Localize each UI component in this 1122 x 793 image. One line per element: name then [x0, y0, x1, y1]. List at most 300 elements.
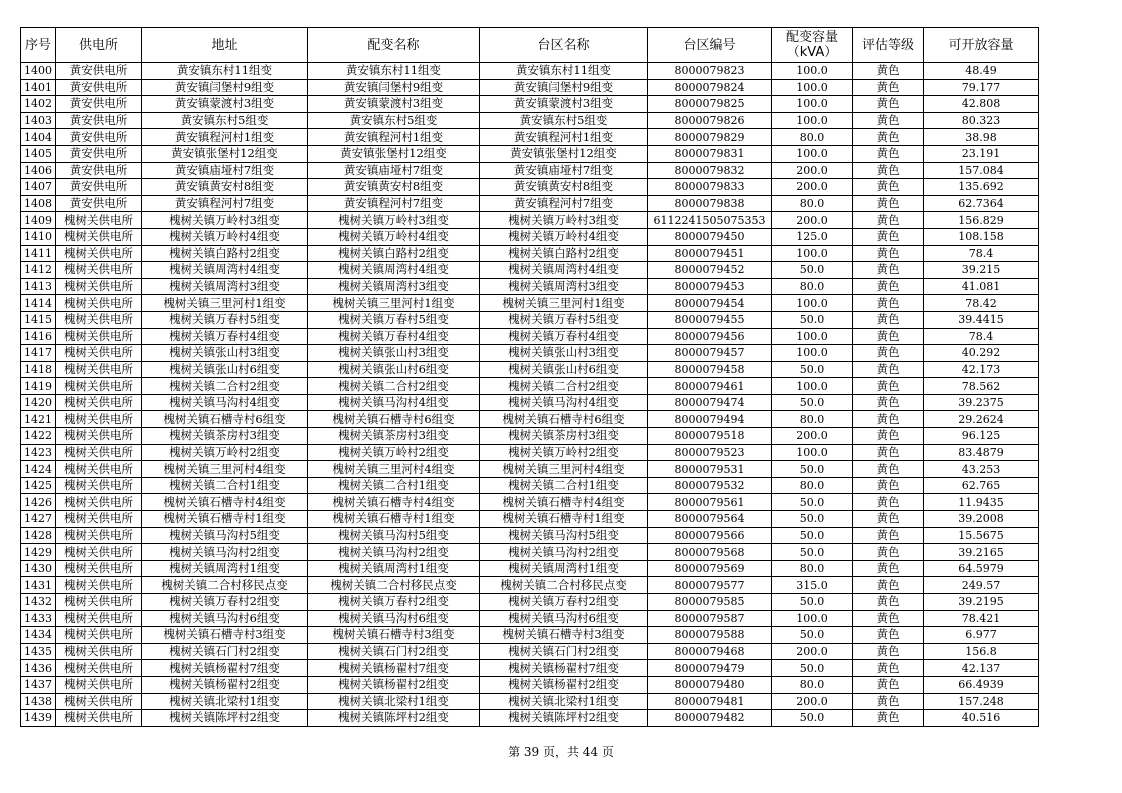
table-row [21, 278, 1039, 295]
cell-grade: 黄色 [853, 676, 924, 693]
table-row [21, 610, 1039, 627]
table-row [21, 577, 1039, 594]
cell-area-name: 槐树关镇马沟村6组变 [480, 610, 648, 627]
header-area-name: 台区名称 [480, 28, 648, 63]
cell-capacity: 100.0 [772, 345, 853, 362]
cell-area-name: 黄安镇程河村7组变 [480, 195, 648, 212]
cell-station: 槐树关供电所 [56, 378, 142, 395]
cell-area-code: 8000079587 [648, 610, 772, 627]
cell-address: 槐树关镇万春村4组变 [142, 328, 308, 345]
cell-capacity: 50.0 [772, 511, 853, 528]
cell-capacity: 200.0 [772, 212, 853, 229]
cell-station: 槐树关供电所 [56, 527, 142, 544]
cell-grade: 黄色 [853, 577, 924, 594]
cell-area-name: 槐树关镇杨翟村2组变 [480, 676, 648, 693]
cell-seq: 1404 [21, 129, 56, 146]
cell-station: 槐树关供电所 [56, 311, 142, 328]
table-row [21, 195, 1039, 212]
cell-address: 槐树关镇张山村3组变 [142, 345, 308, 362]
cell-capacity: 200.0 [772, 643, 853, 660]
cell-capacity: 100.0 [772, 145, 853, 162]
cell-seq: 1437 [21, 676, 56, 693]
cell-grade: 黄色 [853, 228, 924, 245]
cell-grade: 黄色 [853, 660, 924, 677]
cell-station: 槐树关供电所 [56, 444, 142, 461]
cell-seq: 1436 [21, 660, 56, 677]
cell-seq: 1403 [21, 112, 56, 129]
cell-address: 槐树关镇万春村5组变 [142, 311, 308, 328]
cell-capacity: 100.0 [772, 79, 853, 96]
cell-capacity: 50.0 [772, 461, 853, 478]
cell-grade: 黄色 [853, 195, 924, 212]
cell-capacity: 50.0 [772, 527, 853, 544]
cell-transformer: 槐树关镇三里河村1组变 [308, 295, 480, 312]
cell-capacity: 200.0 [772, 693, 853, 710]
cell-seq: 1423 [21, 444, 56, 461]
cell-station: 槐树关供电所 [56, 494, 142, 511]
cell-address: 槐树关镇万春村2组变 [142, 594, 308, 611]
cell-grade: 黄色 [853, 162, 924, 179]
cell-address: 槐树关镇二合村1组变 [142, 477, 308, 494]
cell-grade: 黄色 [853, 394, 924, 411]
cell-grade: 黄色 [853, 444, 924, 461]
cell-open-capacity: 64.5979 [924, 560, 1039, 577]
cell-open-capacity: 40.292 [924, 345, 1039, 362]
cell-seq: 1413 [21, 278, 56, 295]
table-row [21, 262, 1039, 279]
table-row [21, 328, 1039, 345]
cell-address: 黄安镇张堡村12组变 [142, 145, 308, 162]
cell-open-capacity: 78.421 [924, 610, 1039, 627]
cell-transformer: 槐树关镇马沟村4组变 [308, 394, 480, 411]
cell-capacity: 80.0 [772, 477, 853, 494]
cell-area-code: 8000079531 [648, 461, 772, 478]
cell-open-capacity: 157.084 [924, 162, 1039, 179]
cell-seq: 1409 [21, 212, 56, 229]
cell-area-code: 8000079564 [648, 511, 772, 528]
cell-open-capacity: 39.4415 [924, 311, 1039, 328]
cell-seq: 1411 [21, 245, 56, 262]
cell-area-code: 8000079838 [648, 195, 772, 212]
cell-seq: 1418 [21, 361, 56, 378]
cell-station: 槐树关供电所 [56, 610, 142, 627]
cell-area-code: 8000079532 [648, 477, 772, 494]
cell-seq: 1412 [21, 262, 56, 279]
table-row [21, 444, 1039, 461]
cell-capacity: 50.0 [772, 594, 853, 611]
cell-area-name: 槐树关镇石槽寺村3组变 [480, 627, 648, 644]
cell-grade: 黄色 [853, 610, 924, 627]
cell-area-code: 8000079451 [648, 245, 772, 262]
cell-transformer: 槐树关镇马沟村5组变 [308, 527, 480, 544]
cell-address: 槐树关镇茶房村3组变 [142, 428, 308, 445]
cell-area-code: 8000079825 [648, 96, 772, 113]
cell-open-capacity: 156.829 [924, 212, 1039, 229]
cell-capacity: 50.0 [772, 710, 853, 727]
cell-grade: 黄色 [853, 145, 924, 162]
cell-capacity: 100.0 [772, 444, 853, 461]
cell-open-capacity: 39.2008 [924, 511, 1039, 528]
cell-open-capacity: 249.57 [924, 577, 1039, 594]
cell-seq: 1438 [21, 693, 56, 710]
cell-area-code: 6112241505075353 [648, 212, 772, 229]
cell-open-capacity: 108.158 [924, 228, 1039, 245]
cell-area-name: 槐树关镇周湾村1组变 [480, 560, 648, 577]
cell-area-code: 8000079568 [648, 544, 772, 561]
cell-address: 黄安镇东村11组变 [142, 63, 308, 80]
cell-grade: 黄色 [853, 594, 924, 611]
cell-seq: 1425 [21, 477, 56, 494]
cell-capacity: 80.0 [772, 411, 853, 428]
cell-open-capacity: 40.516 [924, 710, 1039, 727]
cell-open-capacity: 78.562 [924, 378, 1039, 395]
cell-capacity: 100.0 [772, 295, 853, 312]
cell-address: 槐树关镇石槽寺村1组变 [142, 511, 308, 528]
cell-area-code: 8000079832 [648, 162, 772, 179]
cell-station: 槐树关供电所 [56, 577, 142, 594]
cell-seq: 1433 [21, 610, 56, 627]
table-row [21, 63, 1039, 80]
cell-area-code: 8000079824 [648, 79, 772, 96]
cell-area-name: 黄安镇东村11组变 [480, 63, 648, 80]
table-row [21, 145, 1039, 162]
cell-area-name: 槐树关镇张山村6组变 [480, 361, 648, 378]
cell-address: 黄安镇庙垭村7组变 [142, 162, 308, 179]
cell-grade: 黄色 [853, 494, 924, 511]
cell-station: 槐树关供电所 [56, 345, 142, 362]
cell-capacity: 50.0 [772, 361, 853, 378]
cell-transformer: 槐树关镇万春村2组变 [308, 594, 480, 611]
cell-grade: 黄色 [853, 378, 924, 395]
cell-address: 槐树关镇马沟村2组变 [142, 544, 308, 561]
cell-area-code: 8000079450 [648, 228, 772, 245]
cell-grade: 黄色 [853, 461, 924, 478]
cell-transformer: 槐树关镇石门村2组变 [308, 643, 480, 660]
cell-area-code: 8000079518 [648, 428, 772, 445]
cell-open-capacity: 41.081 [924, 278, 1039, 295]
cell-seq: 1421 [21, 411, 56, 428]
table-row [21, 477, 1039, 494]
cell-open-capacity: 39.2195 [924, 594, 1039, 611]
header-capacity-line1: 配变容量 [785, 30, 838, 45]
cell-station: 槐树关供电所 [56, 676, 142, 693]
cell-open-capacity: 79.177 [924, 79, 1039, 96]
cell-capacity: 100.0 [772, 378, 853, 395]
cell-capacity: 125.0 [772, 228, 853, 245]
cell-seq: 1406 [21, 162, 56, 179]
cell-transformer: 槐树关镇石槽寺村1组变 [308, 511, 480, 528]
cell-transformer: 槐树关镇二合村1组变 [308, 477, 480, 494]
table-row [21, 494, 1039, 511]
cell-grade: 黄色 [853, 643, 924, 660]
cell-address: 槐树关镇石槽寺村4组变 [142, 494, 308, 511]
table-row [21, 394, 1039, 411]
cell-capacity: 100.0 [772, 328, 853, 345]
table-row [21, 295, 1039, 312]
cell-seq: 1432 [21, 594, 56, 611]
cell-area-name: 黄安镇东村5组变 [480, 112, 648, 129]
cell-area-name: 槐树关镇马沟村2组变 [480, 544, 648, 561]
cell-station: 槐树关供电所 [56, 627, 142, 644]
cell-transformer: 槐树关镇白路村2组变 [308, 245, 480, 262]
cell-address: 槐树关镇周湾村4组变 [142, 262, 308, 279]
cell-transformer: 槐树关镇万岭村4组变 [308, 228, 480, 245]
table-row [21, 245, 1039, 262]
cell-area-name: 槐树关镇周湾村4组变 [480, 262, 648, 279]
cell-seq: 1415 [21, 311, 56, 328]
cell-area-name: 槐树关镇马沟村4组变 [480, 394, 648, 411]
cell-open-capacity: 135.692 [924, 179, 1039, 196]
table-row [21, 212, 1039, 229]
cell-open-capacity: 78.4 [924, 245, 1039, 262]
table-header [21, 28, 1039, 63]
cell-address: 槐树关镇二合村移民点变 [142, 577, 308, 594]
cell-open-capacity: 39.215 [924, 262, 1039, 279]
cell-area-name: 黄安镇蒙渡村3组变 [480, 96, 648, 113]
cell-station: 槐树关供电所 [56, 228, 142, 245]
cell-transformer: 黄安镇东村5组变 [308, 112, 480, 129]
table-row [21, 527, 1039, 544]
cell-transformer: 槐树关镇周湾村1组变 [308, 560, 480, 577]
table-row [21, 544, 1039, 561]
cell-address: 黄安镇黄安村8组变 [142, 179, 308, 196]
cell-seq: 1426 [21, 494, 56, 511]
cell-area-name: 槐树关镇二合村1组变 [480, 477, 648, 494]
cell-transformer: 黄安镇程河村1组变 [308, 129, 480, 146]
cell-station: 槐树关供电所 [56, 411, 142, 428]
cell-seq: 1427 [21, 511, 56, 528]
cell-transformer: 槐树关镇马沟村2组变 [308, 544, 480, 561]
cell-address: 槐树关镇石槽寺村3组变 [142, 627, 308, 644]
cell-transformer: 槐树关镇石槽寺村3组变 [308, 627, 480, 644]
cell-address: 槐树关镇马沟村4组变 [142, 394, 308, 411]
cell-area-code: 8000079456 [648, 328, 772, 345]
cell-grade: 黄色 [853, 710, 924, 727]
cell-open-capacity: 62.7364 [924, 195, 1039, 212]
cell-capacity: 100.0 [772, 112, 853, 129]
page-footer: 第 39 页，共 44 页 [508, 745, 614, 759]
cell-capacity: 80.0 [772, 560, 853, 577]
cell-capacity: 200.0 [772, 428, 853, 445]
cell-transformer: 槐树关镇马沟村6组变 [308, 610, 480, 627]
table-row [21, 560, 1039, 577]
cell-transformer: 槐树关镇周湾村3组变 [308, 278, 480, 295]
table-row [21, 627, 1039, 644]
header-transformer: 配变名称 [308, 28, 480, 63]
cell-area-code: 8000079823 [648, 63, 772, 80]
cell-grade: 黄色 [853, 627, 924, 644]
cell-station: 黄安供电所 [56, 63, 142, 80]
cell-station: 槐树关供电所 [56, 461, 142, 478]
cell-area-code: 8000079457 [648, 345, 772, 362]
cell-address: 槐树关镇三里河村1组变 [142, 295, 308, 312]
cell-station: 槐树关供电所 [56, 511, 142, 528]
cell-capacity: 80.0 [772, 278, 853, 295]
cell-grade: 黄色 [853, 96, 924, 113]
cell-area-code: 8000079585 [648, 594, 772, 611]
table-row [21, 693, 1039, 710]
table-body [21, 63, 1039, 727]
cell-capacity: 100.0 [772, 63, 853, 80]
cell-area-name: 槐树关镇马沟村5组变 [480, 527, 648, 544]
header-grade: 评估等级 [853, 28, 924, 63]
cell-area-code: 8000079480 [648, 676, 772, 693]
cell-capacity: 50.0 [772, 544, 853, 561]
cell-area-name: 槐树关镇石槽寺村4组变 [480, 494, 648, 511]
cell-open-capacity: 78.42 [924, 295, 1039, 312]
cell-address: 槐树关镇三里河村4组变 [142, 461, 308, 478]
cell-open-capacity: 156.8 [924, 643, 1039, 660]
cell-seq: 1410 [21, 228, 56, 245]
cell-address: 槐树关镇周湾村1组变 [142, 560, 308, 577]
cell-address: 黄安镇程河村1组变 [142, 129, 308, 146]
cell-area-code: 8000079452 [648, 262, 772, 279]
cell-area-name: 槐树关镇北梁村1组变 [480, 693, 648, 710]
cell-address: 黄安镇闫堡村9组变 [142, 79, 308, 96]
cell-area-code: 8000079481 [648, 693, 772, 710]
cell-transformer: 槐树关镇张山村3组变 [308, 345, 480, 362]
cell-transformer: 槐树关镇张山村6组变 [308, 361, 480, 378]
cell-area-name: 槐树关镇万岭村4组变 [480, 228, 648, 245]
cell-capacity: 50.0 [772, 627, 853, 644]
cell-grade: 黄色 [853, 361, 924, 378]
cell-capacity: 50.0 [772, 262, 853, 279]
cell-area-name: 黄安镇闫堡村9组变 [480, 79, 648, 96]
cell-station: 黄安供电所 [56, 96, 142, 113]
cell-area-name: 槐树关镇二合村2组变 [480, 378, 648, 395]
cell-transformer: 黄安镇闫堡村9组变 [308, 79, 480, 96]
cell-open-capacity: 80.323 [924, 112, 1039, 129]
cell-seq: 1439 [21, 710, 56, 727]
cell-address: 槐树关镇陈坪村2组变 [142, 710, 308, 727]
table-row [21, 411, 1039, 428]
cell-area-code: 8000079569 [648, 560, 772, 577]
cell-capacity: 50.0 [772, 311, 853, 328]
cell-transformer: 槐树关镇三里河村4组变 [308, 461, 480, 478]
table-row [21, 129, 1039, 146]
cell-area-name: 槐树关镇白路村2组变 [480, 245, 648, 262]
cell-seq: 1428 [21, 527, 56, 544]
cell-transformer: 黄安镇程河村7组变 [308, 195, 480, 212]
cell-address: 槐树关镇万岭村2组变 [142, 444, 308, 461]
cell-seq: 1400 [21, 63, 56, 80]
cell-area-code: 8000079588 [648, 627, 772, 644]
cell-seq: 1422 [21, 428, 56, 445]
cell-area-code: 8000079468 [648, 643, 772, 660]
cell-open-capacity: 23.191 [924, 145, 1039, 162]
cell-seq: 1405 [21, 145, 56, 162]
cell-seq: 1424 [21, 461, 56, 478]
cell-station: 槐树关供电所 [56, 212, 142, 229]
cell-open-capacity: 42.137 [924, 660, 1039, 677]
cell-open-capacity: 15.5675 [924, 527, 1039, 544]
cell-area-code: 8000079453 [648, 278, 772, 295]
cell-transformer: 槐树关镇二合村2组变 [308, 378, 480, 395]
cell-transformer: 黄安镇东村11组变 [308, 63, 480, 80]
cell-capacity: 100.0 [772, 610, 853, 627]
cell-seq: 1407 [21, 179, 56, 196]
cell-station: 槐树关供电所 [56, 560, 142, 577]
cell-area-name: 槐树关镇杨翟村7组变 [480, 660, 648, 677]
cell-seq: 1430 [21, 560, 56, 577]
cell-area-code: 8000079458 [648, 361, 772, 378]
cell-seq: 1402 [21, 96, 56, 113]
cell-area-name: 槐树关镇周湾村3组变 [480, 278, 648, 295]
cell-transformer: 槐树关镇万春村4组变 [308, 328, 480, 345]
cell-grade: 黄色 [853, 262, 924, 279]
cell-address: 槐树关镇马沟村6组变 [142, 610, 308, 627]
header-open-capacity: 可开放容量 [924, 28, 1039, 63]
cell-area-code: 8000079479 [648, 660, 772, 677]
cell-open-capacity: 43.253 [924, 461, 1039, 478]
cell-grade: 黄色 [853, 179, 924, 196]
cell-area-name: 黄安镇庙垭村7组变 [480, 162, 648, 179]
cell-area-name: 槐树关镇张山村3组变 [480, 345, 648, 362]
cell-area-name: 槐树关镇万岭村3组变 [480, 212, 648, 229]
cell-grade: 黄色 [853, 411, 924, 428]
cell-station: 黄安供电所 [56, 179, 142, 196]
cell-area-code: 8000079494 [648, 411, 772, 428]
table-row [21, 378, 1039, 395]
cell-address: 槐树关镇杨翟村7组变 [142, 660, 308, 677]
cell-capacity: 50.0 [772, 494, 853, 511]
cell-seq: 1434 [21, 627, 56, 644]
cell-transformer: 黄安镇张堡村12组变 [308, 145, 480, 162]
table-row [21, 311, 1039, 328]
cell-open-capacity: 38.98 [924, 129, 1039, 146]
cell-open-capacity: 96.125 [924, 428, 1039, 445]
table-row [21, 676, 1039, 693]
cell-address: 槐树关镇北梁村1组变 [142, 693, 308, 710]
cell-open-capacity: 62.765 [924, 477, 1039, 494]
table-row [21, 428, 1039, 445]
cell-transformer: 槐树关镇石槽寺村4组变 [308, 494, 480, 511]
cell-open-capacity: 42.173 [924, 361, 1039, 378]
table-row [21, 511, 1039, 528]
cell-station: 槐树关供电所 [56, 361, 142, 378]
cell-open-capacity: 39.2375 [924, 394, 1039, 411]
cell-seq: 1419 [21, 378, 56, 395]
cell-station: 槐树关供电所 [56, 428, 142, 445]
cell-grade: 黄色 [853, 295, 924, 312]
table-row [21, 461, 1039, 478]
cell-transformer: 槐树关镇北梁村1组变 [308, 693, 480, 710]
table-row [21, 710, 1039, 727]
cell-capacity: 200.0 [772, 179, 853, 196]
cell-seq: 1435 [21, 643, 56, 660]
cell-open-capacity: 83.4879 [924, 444, 1039, 461]
cell-area-name: 槐树关镇茶房村3组变 [480, 428, 648, 445]
cell-station: 槐树关供电所 [56, 245, 142, 262]
table-row [21, 594, 1039, 611]
cell-transformer: 槐树关镇万春村5组变 [308, 311, 480, 328]
cell-station: 黄安供电所 [56, 195, 142, 212]
cell-grade: 黄色 [853, 129, 924, 146]
table-row [21, 345, 1039, 362]
cell-grade: 黄色 [853, 477, 924, 494]
cell-capacity: 80.0 [772, 676, 853, 693]
cell-grade: 黄色 [853, 511, 924, 528]
cell-grade: 黄色 [853, 212, 924, 229]
cell-area-name: 槐树关镇石门村2组变 [480, 643, 648, 660]
cell-transformer: 槐树关镇周湾村4组变 [308, 262, 480, 279]
cell-area-name: 槐树关镇三里河村1组变 [480, 295, 648, 312]
cell-area-code: 8000079831 [648, 145, 772, 162]
cell-grade: 黄色 [853, 79, 924, 96]
cell-capacity: 80.0 [772, 195, 853, 212]
cell-seq: 1401 [21, 79, 56, 96]
table-row [21, 162, 1039, 179]
